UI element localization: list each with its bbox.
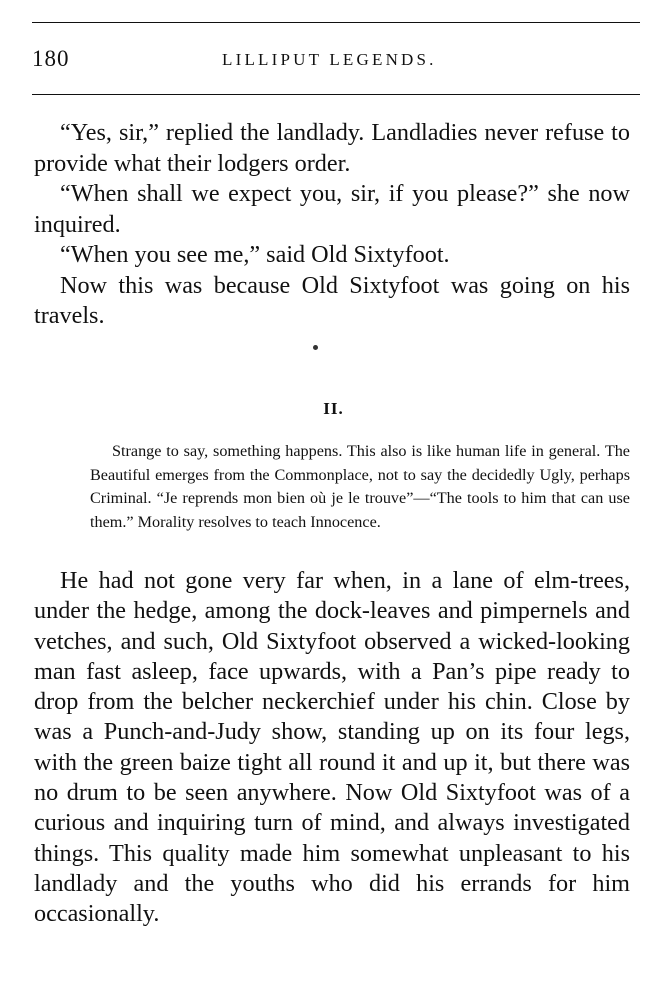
paragraph: Now this was because Old Sixtyfoot was going on his travels. (34, 271, 630, 329)
section-one-text (34, 118, 630, 332)
paragraph: He had not gone very far when, in a lane of elm-trees, under the hedge, among the dock-leaves and pimpernels and vetches, and such, Old Sixtyfoot observed a wicked-looking man fast asleep, face upwards, with a Pan’s pipe ready to drop from the belcher neckerchief under his chin. Close by was a Punch-and-Judy show, standing up on its four legs, with the green baize tight all round it and up it, but there was no drum to be seen anywhere. Now Old Sixtyfoot was of a curious and inquiring turn of mind, and always investigated things. This quality made him somewhat unpleasant to his landlady and the youths who did his errands for him occasionally. (34, 567, 630, 928)
page-number: 180 (32, 46, 70, 71)
paragraph: “When shall we expect you, sir, if you please?” she now inquired. (34, 180, 630, 238)
section-number: II. (323, 399, 344, 418)
paragraph: “Yes, sir,” replied the landlady. Landladies never refuse to provide what their lodgers order. (34, 119, 630, 177)
section-two-text (34, 566, 630, 930)
paragraph: “When you see me,” said Old Sixtyfoot. (60, 241, 450, 268)
header-rule (32, 94, 640, 95)
top-rule (32, 22, 640, 23)
chapter-argument: Strange to say, something happens. This also is like human life in general. The Beautiful emerges from the Commonplace, not to say the decidedly Ugly, perhaps Criminal. “Je reprends mon bien où je le trouve”—“The tools to him that can use them.” Morality resolves to teach Innocence. (90, 442, 630, 531)
section-break-dot (313, 345, 318, 350)
running-title: LILLIPUT LEGENDS. (222, 50, 437, 69)
running-header (32, 46, 640, 76)
